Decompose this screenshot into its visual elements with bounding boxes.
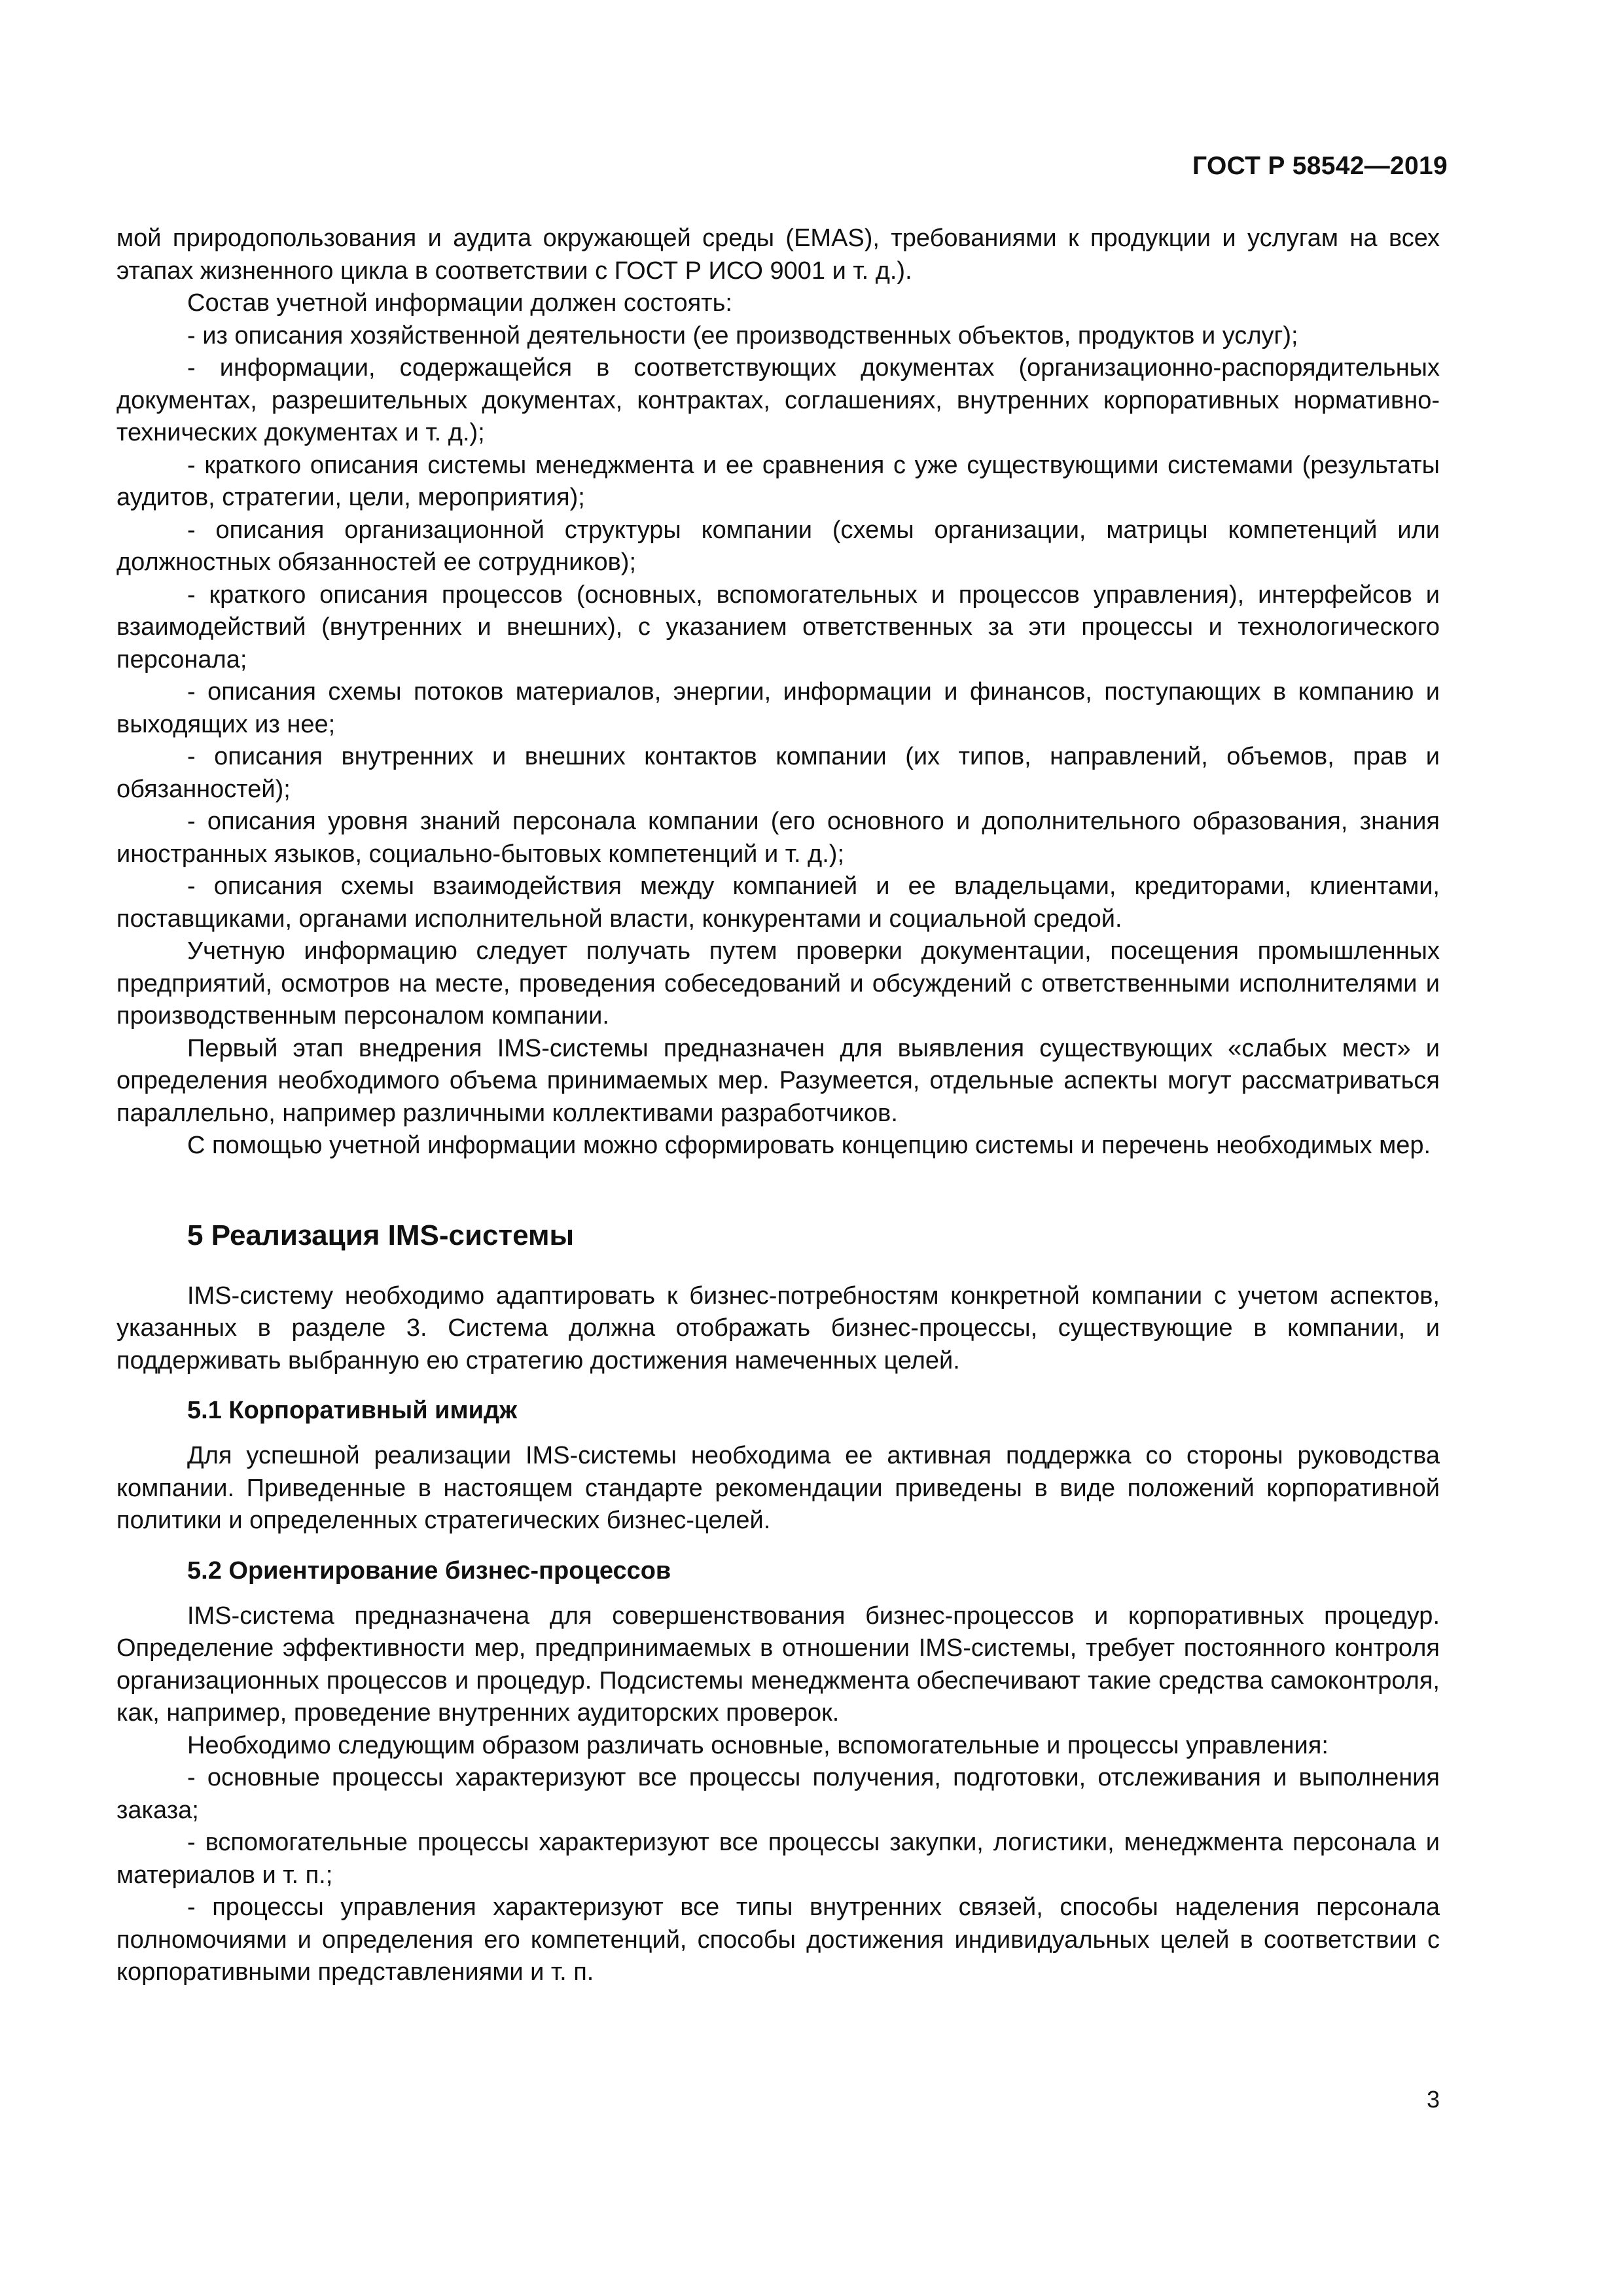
- list-item: - краткого описания процессов (основных, вспомогательных и процессов управления), интерфейсов и взаимодействий (внутренних и внешних), с указанием ответственных за эти процессы и технологического персонала;: [116, 581, 1440, 673]
- paragraph: IMS-система предназначена для совершенствования бизнес-процессов и корпоративных процедур. Определение эффективности мер, предпринимаемых в отношении IMS-системы, требует постоянного контроля организационных процессов и процедур. Подсистемы менеджмента обеспечивают такие средства самоконтроля, как, например, проведение внутренних аудиторских проверок.: [116, 1602, 1440, 1727]
- paragraph: Учетную информацию следует получать путем проверки документации, посещения промышленных предприятий, осмотров на месте, проведения собеседований и обсуждений с ответственными исполнителями и производственным персоналом компании.: [116, 937, 1440, 1030]
- list-item: - описания организационной структуры компании (схемы организации, матрицы компетенций или должностных обязанностей ее сотрудников);: [116, 516, 1440, 576]
- document-code: ГОСТ Р 58542—2019: [1192, 152, 1448, 180]
- paragraph: Первый этап внедрения IMS-системы предназначен для выявления существующих «слабых мест» и определения необходимого объема принимаемых мер. Разумеется, отдельные аспекты могут рассматриваться параллельно, например различными коллективами разработчиков.: [116, 1034, 1440, 1127]
- list-item: - описания схемы потоков материалов, энергии, информации и финансов, поступающих в компанию и выходящих из нее;: [116, 678, 1440, 738]
- paragraph: Необходимо следующим образом различать основные, вспомогательные и процессы управления:: [187, 1731, 1329, 1759]
- subsection-title: 5.2 Ориентирование бизнес-процессов: [187, 1556, 671, 1585]
- paragraph: Состав учетной информации должен состоять:: [187, 289, 732, 317]
- paragraph: Для успешной реализации IMS-системы необходима ее активная поддержка со стороны руководства компании. Приведенные в настоящем стандарте рекомендации приведены в виде положений корпоративной политики и определенных стратегических бизнес-целей.: [116, 1442, 1440, 1534]
- list-item: - вспомогательные процессы характеризуют все процессы закупки, логистики, менеджмента персонала и материалов и т. п.;: [116, 1829, 1440, 1889]
- list-item: - описания уровня знаний персонала компании (его основного и дополнительного образования, знания иностранных языков, социально-бытовых компетенций и т. д.);: [116, 808, 1440, 868]
- section-title: 5 Реализация IMS-системы: [187, 1219, 575, 1251]
- list-item: - из описания хозяйственной деятельности (ее производственных объектов, продуктов и услуг);: [187, 321, 1298, 350]
- list-item: - описания внутренних и внешних контактов компании (их типов, направлений, объемов, прав и обязанностей);: [116, 743, 1440, 803]
- list-item: - информации, содержащейся в соответствующих документах (организационно-распорядительных документах, разрешительных документах, контрактах, соглашениях, внутренних корпоративных нормативно-технических документах и т. д.);: [116, 354, 1440, 446]
- page-number: 3: [1426, 2086, 1440, 2113]
- document-body: [116, 223, 1440, 1989]
- paragraph: мой природопользования и аудита окружающей среды (EMAS), требованиями к продукции и услугам на всех этапах жизненного цикла в соответствии с ГОСТ Р ИСО 9001 и т. д.).: [116, 224, 1440, 285]
- list-item: - основные процессы характеризуют все процессы получения, подготовки, отслеживания и выполнения заказа;: [116, 1764, 1440, 1824]
- paragraph: IMS-систему необходимо адаптировать к бизнес-потребностям конкретной компании с учетом аспектов, указанных в разделе 3. Система должна отображать бизнес-процессы, существующие в компании, и поддерживать выбранную ею стратегию достижения намеченных целей.: [116, 1282, 1440, 1374]
- list-item: - описания схемы взаимодействия между компанией и ее владельцами, кредиторами, клиентами, поставщиками, органами исполнительной власти, конкурентами и социальной средой.: [116, 872, 1440, 933]
- list-item: - краткого описания системы менеджмента и ее сравнения с уже существующими системами (результаты аудитов, стратегии, цели, мероприятия);: [116, 451, 1440, 511]
- list-item: - процессы управления характеризуют все типы внутренних связей, способы наделения персонала полномочиями и определения его компетенций, способы достижения индивидуальных целей в соответствии с корпоративными представлениями и т. п.: [116, 1893, 1440, 1986]
- subsection-title: 5.1 Корпоративный имидж: [187, 1397, 518, 1424]
- paragraph: С помощью учетной информации можно сформировать концепцию системы и перечень необходимых мер.: [187, 1132, 1431, 1159]
